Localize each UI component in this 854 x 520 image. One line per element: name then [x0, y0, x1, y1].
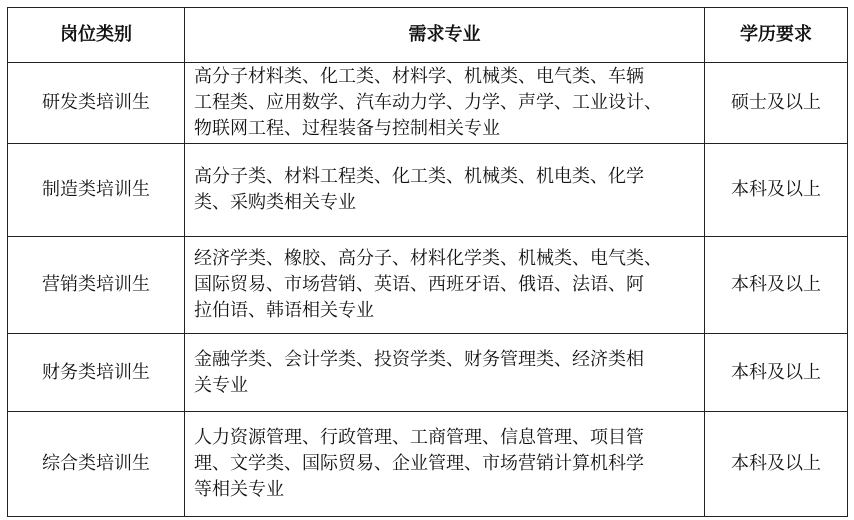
education-cell: 硕士及以上 [705, 63, 848, 144]
header-education: 学历要求 [705, 8, 848, 63]
table-row [8, 237, 848, 334]
position-cell: 财务类培训生 [8, 334, 185, 412]
header-position: 岗位类别 [8, 8, 185, 63]
requirements-table [7, 7, 848, 517]
position-cell: 研发类培训生 [8, 63, 185, 144]
education-cell: 本科及以上 [705, 334, 848, 412]
table-row [8, 412, 848, 517]
majors-line: 高分子类、材料工程类、化工类、机械类、机电类、化学 [194, 166, 644, 187]
majors-line: 金融学类、会计学类、投资学类、财务管理类、经济类相 [194, 348, 644, 370]
majors-cell [185, 237, 705, 334]
majors-line: 理、文学类、国际贸易、企业管理、市场营销计算机科学 [194, 453, 644, 474]
table-row [8, 63, 848, 144]
majors-line: 国际贸易、市场营销、英语、西班牙语、俄语、法语、阿 [194, 274, 644, 295]
majors-line: 等相关专业 [194, 479, 284, 500]
position-cell: 综合类培训生 [8, 412, 185, 517]
majors-line: 物联网工程、过程装备与控制相关专业 [194, 118, 500, 139]
majors-cell [185, 334, 705, 412]
majors-cell [185, 412, 705, 517]
majors-cell [185, 144, 705, 237]
position-cell: 营销类培训生 [8, 237, 185, 334]
education-cell: 本科及以上 [705, 412, 848, 517]
majors-line: 工程类、应用数学、汽车动力学、力学、声学、工业设计、 [194, 92, 662, 113]
majors-line: 人力资源管理、行政管理、工商管理、信息管理、项目管 [194, 427, 644, 448]
majors-line: 高分子材料类、化工类、材料学、机械类、电气类、车辆 [194, 66, 644, 87]
education-cell: 本科及以上 [705, 237, 848, 334]
table-row [8, 144, 848, 237]
education-cell: 本科及以上 [705, 144, 848, 237]
table-row [8, 334, 848, 412]
majors-cell [185, 63, 705, 144]
majors-line: 经济学类、橡胶、高分子、材料化学类、机械类、电气类、 [194, 248, 662, 269]
position-cell: 制造类培训生 [8, 144, 185, 237]
majors-line: 拉伯语、韩语相关专业 [194, 300, 374, 321]
header-row [8, 8, 848, 63]
header-majors: 需求专业 [185, 8, 705, 63]
majors-line: 类、采购类相关专业 [194, 192, 356, 213]
majors-line: 关专业 [194, 374, 248, 396]
